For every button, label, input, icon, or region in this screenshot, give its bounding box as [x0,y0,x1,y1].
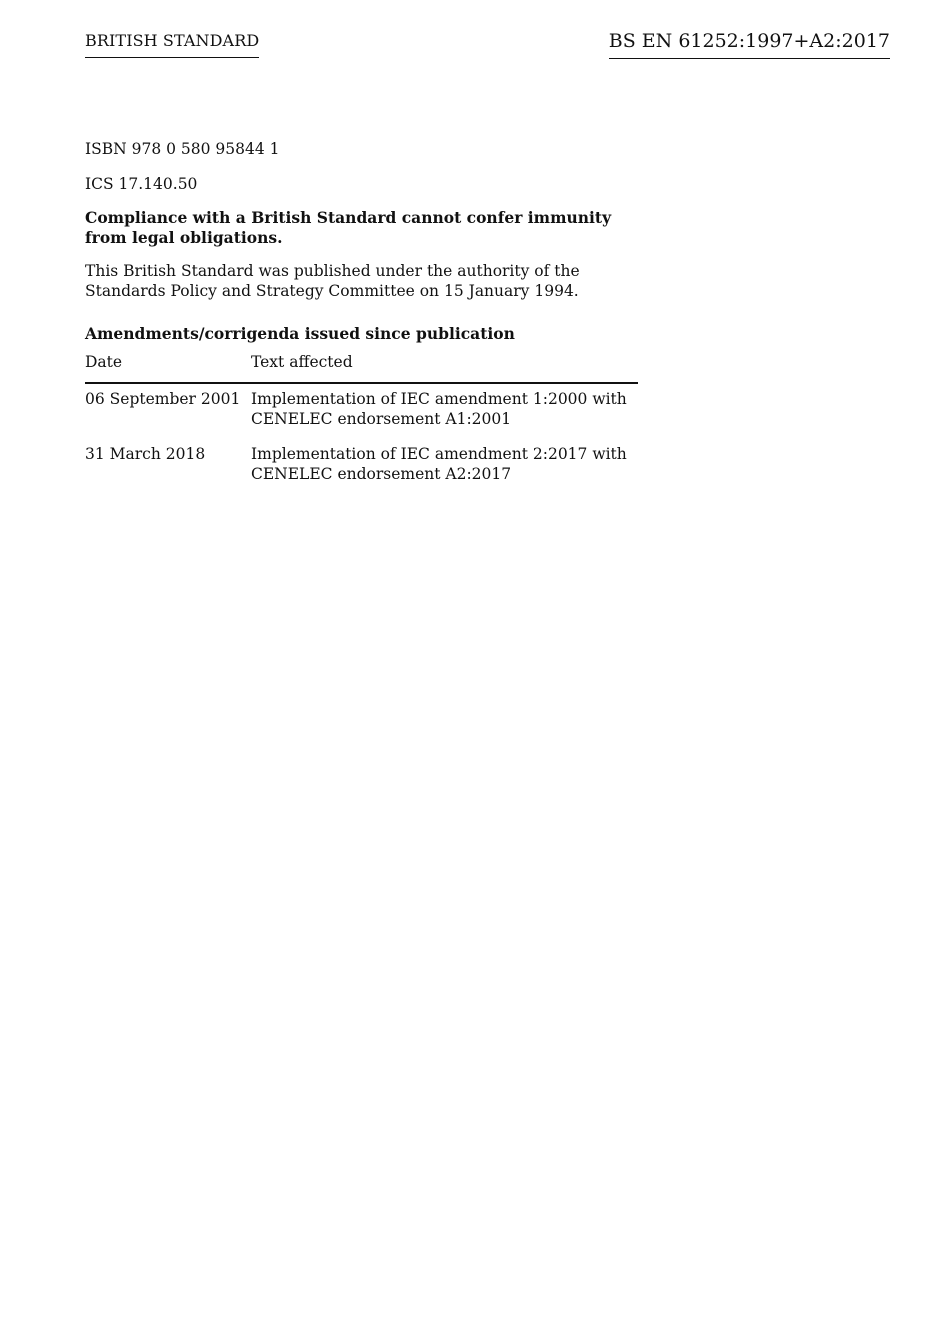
compliance-statement: Compliance with a British Standard cannot confer immunity from legal obligations. [85,208,612,247]
column-header-date: Date [85,353,251,384]
isbn-text: ISBN 978 0 580 95844 1 [85,140,280,158]
amendment-date: 06 September 2001 [85,390,241,408]
amendment-date: 31 March 2018 [85,445,206,463]
column-header-text-affected: Text affected [251,353,638,384]
amendments-heading: Amendments/corrigenda issued since publication [85,324,515,343]
ics-text: ICS 17.140.50 [85,174,198,193]
amendments-table [85,353,638,485]
header-standard-number: BS EN 61252:1997+A2:2017 [609,30,890,59]
table-row [85,383,638,445]
authority-statement: This British Standard was published under the authority of the Standards Policy and Strategy Committee on 15 January 1994. [85,262,580,300]
table-header-row [85,353,638,384]
amendment-text: Implementation of IEC amendment 1:2000 with CENELEC endorsement A1:2001 [251,390,627,428]
amendment-text: Implementation of IEC amendment 2:2017 with CENELEC endorsement A2:2017 [251,445,627,483]
table-row [85,445,638,484]
header-left-title: BRITISH STANDARD [85,31,259,58]
main-content [85,140,640,484]
